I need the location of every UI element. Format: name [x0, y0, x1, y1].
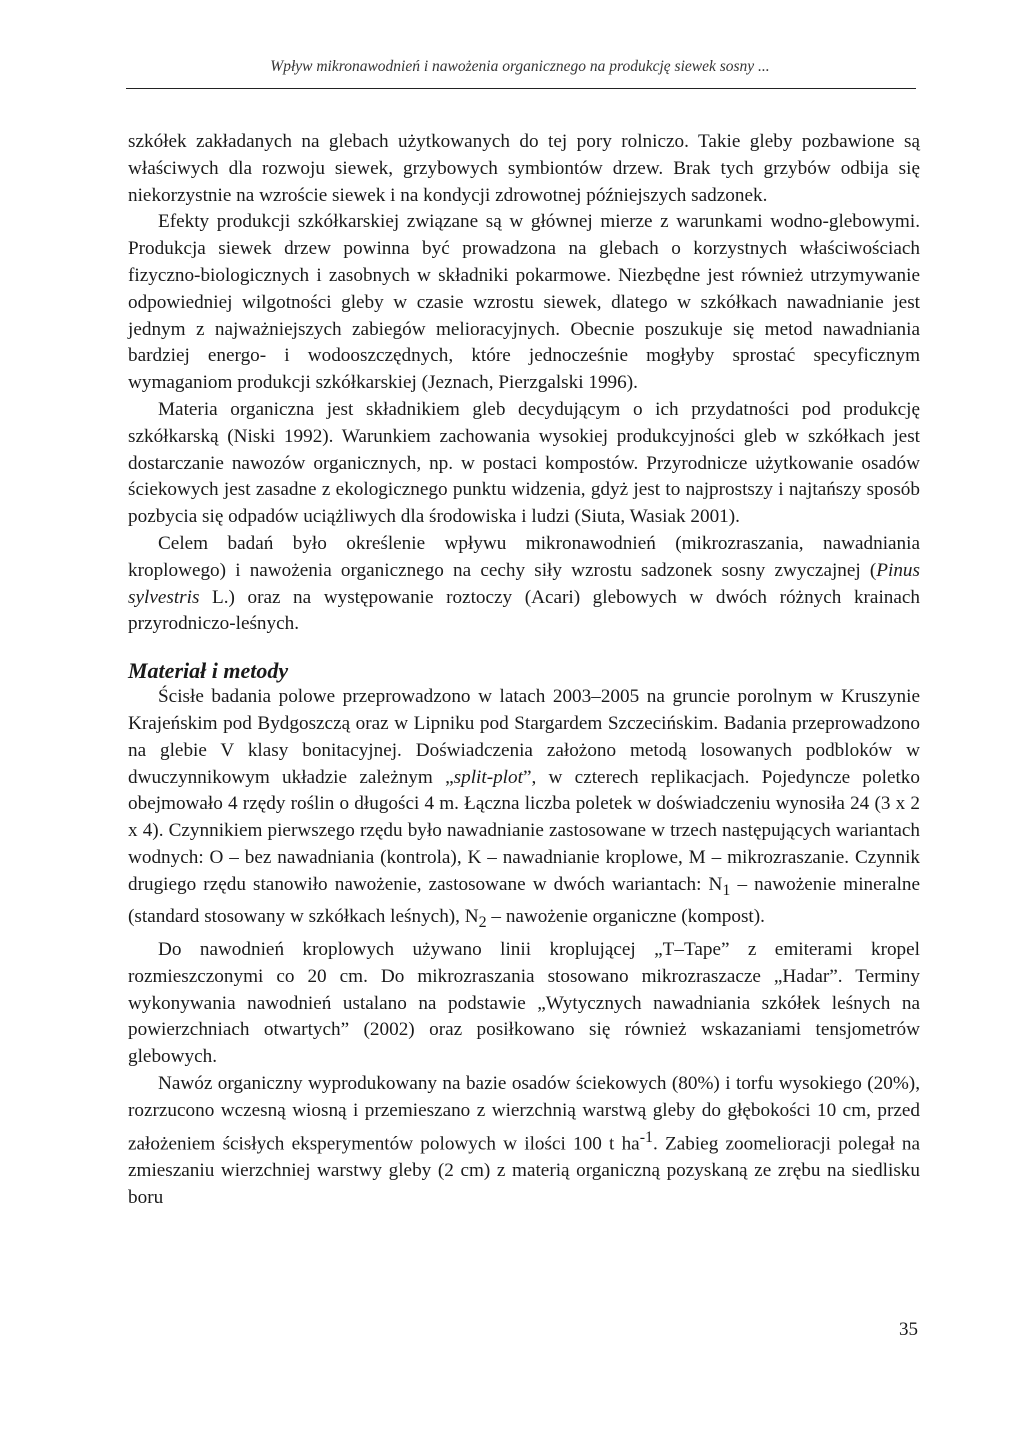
methods-text-3: – nawożenie mineralne (standard stosowany w szkółkach leśnych), N — [128, 873, 921, 928]
split-plot-term: split-plot — [453, 766, 523, 788]
header-rule — [126, 88, 916, 89]
latin-species-name: Pinus sylvestris — [128, 559, 920, 608]
fertilizer-text-1: Nawóz organiczny wyprodukowany na bazie osadów ściekowych (80%) i torfu wysokiego (20%), rozrzucono wczesną wiosną i przemieszano z wierzchnią warstwą gleby do głębokości 10 cm, przed założeniem ścisłych eksperymentów polowych w ilości 100 t ha — [128, 1072, 920, 1154]
paragraph-organic-fertilizer — [128, 1071, 920, 1211]
page-number: 35 — [899, 1319, 918, 1340]
paragraph-intro-continuation: szkółek zakładanych na glebach użytkowanych do tej pory rolniczo. Takie gleby pozbawione są właściwych dla rozwoju siewek, grzybowych symbiontów drzew. Brak tych grzybów odbija się niekorzystnie na wzroście siewek i na kondycji zdrowotnej późniejszych sadzonek. — [128, 131, 920, 206]
paragraph-organic-matter: Materia organiczna jest składnikiem gleb decydującym o ich przydatności pod produkcję szkółkarską (Niski 1992). Warunkiem zachowania wysokiej produkcyjności gleb w szkółkach jest dostarczanie nawozów organicznych, np. w postaci kompostów. Przyrodnicze użytkowanie osadów ściekowych jest zasadne z ekologicznego punktu widzenia, gdyż jest to najprostszy i najtańszy sposób pozbycia się odpadów uciążliwych dla środowiska i ludzi (Siuta, Wasiak 2001). — [128, 398, 920, 528]
aim-text-1: Celem badań było określenie wpływu mikronawodnień (mikrozraszania, nawadniania kroplowego) i nawożenia organicznego na cechy siły wzrostu sadzonek sosny zwyczajnej ( — [128, 532, 920, 581]
aim-text-2: L.) oraz na występowanie roztoczy (Acari) glebowych w dwóch różnych krainach przyrodniczo-leśnych. — [128, 586, 920, 635]
methods-text-4: – nawożenie organiczne (kompost). — [486, 906, 765, 928]
methods-text-1: Ścisłe badania polowe przeprowadzono w latach 2003–2005 na gruncie porolnym w Kruszynie Krajeńskim pod Bydgoszczą oraz w Lipniku pod Stargardem Szczecińskim. Badania przeprowadzono na glebie V klasy bonitacyjnej. Doświadczenia założono metodą losowanych podbloków w dwuczynnikowym układzie zależnym „ — [128, 686, 920, 788]
superscript-minus-one: -1 — [639, 1128, 654, 1146]
running-head: Wpływ mikronawodnień i nawożenia organicznego na produkcję siewek sosny ... — [270, 58, 770, 75]
paragraph-methods-design — [128, 684, 920, 937]
paragraph-research-aim — [128, 531, 920, 638]
section-heading-methods: Materiał i metody — [128, 658, 289, 684]
paragraph-production-effects: Efekty produkcji szkółkarskiej związane są w głównej mierze z warunkami wodno-glebowymi. Produkcja siewek drzew powinna być prowadzona na glebach o korzystnych właściwościach fizyczno-biologicznych i zasobnych w składniki pokarmowe. Niezbędne jest również utrzymywanie odpowiedniej wilgotności gleby w czasie wzrostu siewek, dlatego w szkółkach nawadnianie jest jednym z najważniejszych zabiegów melioracyjnych. Obecnie poszukuje się metod nawadniania bardziej energo- i wodooszczędnych, które jednocześnie mogłyby sprostać specyficznym wymaganiom produkcji szkółkarskiej (Jeznach, Pierzgalski 1996). — [128, 211, 920, 394]
subscript-n1: 1 — [722, 881, 731, 899]
fertilizer-text-2: . Zabieg zoomelioracji polegał na zmieszaniu wierzchniej warstwy gleby (2 cm) z materią organiczną pozyskaną ze zrębu na siedlisku boru — [128, 1132, 921, 1208]
paragraph-irrigation-equipment: Do nawodnień kroplowych używano linii kroplującej „T–Tape” z emiterami kropel rozmieszczonymi co 20 cm. Do mikrozraszania stosowano mikrozraszacze „Hadar”. Terminy wykonywania nawodnień ustalano na podstawie „Wytycznych nawadniania szkółek leśnych na powierzchniach otwartych” (2002) oraz posiłkowano się również wskazaniami tensjometrów glebowych. — [128, 938, 920, 1068]
subscript-n2: 2 — [478, 914, 487, 932]
methods-text-2: ”, w czterech replikacjach. Pojedyncze poletko obejmowało 4 rzędy roślin o długości 4 m. Łączna liczba poletek w doświadczeniu wynosiła 24 (3 x 2 x 4). Czynnikiem pierwszego rzędu było nawadnianie zastosowane w trzech następujących wariantach wodnych: O – bez nawadniania (kontrola), K – nawadnianie kroplowe, M – mikrozraszanie. Czynnik drugiego rzędu stanowiło nawożenie, zastosowane w dwóch wariantach: N — [128, 766, 920, 895]
body-text — [128, 129, 920, 1211]
